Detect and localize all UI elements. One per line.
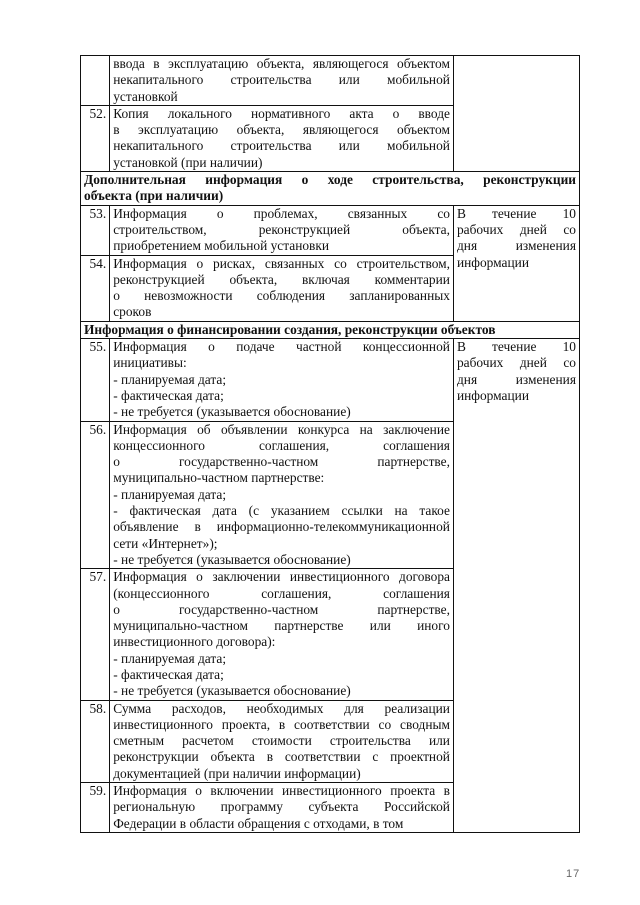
- description-line: о невозможности соблюдения запланированных: [113, 288, 450, 304]
- description-line: инвестиционного договора):: [113, 634, 276, 650]
- description-line: строительством, реконструкцией объекта,: [113, 221, 450, 237]
- deadline-line: дня изменения: [456, 238, 576, 254]
- description-line: в эксплуатацию объекта, являющегося объектом: [113, 122, 450, 138]
- description-line: Федерации в области обращения с отходами, в том: [113, 815, 404, 831]
- deadline-cell: [453, 339, 579, 833]
- description-line: документацией (при наличии информации): [113, 765, 361, 781]
- description-line: сроков: [113, 304, 152, 320]
- item-number: 56.: [81, 421, 110, 569]
- description-line: Информация о заключении инвестиционного договора: [113, 569, 450, 585]
- description-line: - планируемая дата;: [113, 371, 227, 387]
- description-line: - планируемая дата;: [113, 650, 227, 666]
- deadline-cell: [453, 205, 579, 321]
- section-row: [81, 321, 580, 338]
- description-line: Сумма расходов, необходимых для реализации: [113, 700, 450, 716]
- item-number: 59.: [81, 783, 110, 833]
- page-number: 17: [566, 868, 581, 880]
- item-number: 55.: [81, 339, 110, 421]
- item-description: [110, 700, 454, 782]
- description-line: о государственно-частном партнерстве,: [113, 601, 450, 617]
- description-line: некапитального строительства или мобильной: [113, 72, 450, 88]
- description-line: - планируемая дата;: [113, 486, 227, 502]
- section-row: [81, 172, 580, 206]
- item-description: [110, 339, 454, 421]
- description-line: Информация об объявлении конкурса на заключение: [113, 421, 450, 437]
- table-body: [81, 56, 580, 833]
- item-number: 58.: [81, 700, 110, 782]
- item-number: 52.: [81, 105, 110, 171]
- description-line: Информация о проблемах, связанных со: [113, 205, 450, 221]
- table-row: [81, 56, 580, 106]
- description-line: Информация о подаче частной концессионной: [113, 339, 450, 355]
- description-line: муниципально-частном партнерстве:: [113, 470, 325, 486]
- description-line: сметным расчетом стоимости строительства или: [113, 733, 450, 749]
- description-line: (концессионного соглашения, соглашения: [113, 585, 450, 601]
- item-description: [110, 255, 454, 321]
- description-line: установкой: [113, 88, 178, 104]
- description-line: Информация о рисках, связанных со строительством,: [113, 255, 450, 271]
- deadline-cell: [453, 56, 579, 172]
- item-description: [110, 56, 454, 106]
- item-number: 57.: [81, 569, 110, 700]
- description-line: инициативы:: [113, 355, 187, 371]
- requirements-table: [80, 55, 580, 833]
- description-line: установкой (при наличии): [113, 154, 263, 170]
- deadline-line: информации: [456, 387, 529, 403]
- item-description: [110, 421, 454, 569]
- item-description: [110, 783, 454, 833]
- deadline-line: В течение 10: [456, 339, 576, 355]
- description-line: реконструкцией объекта, включая комментарии: [113, 271, 450, 287]
- description-line: - фактическая дата;: [113, 666, 224, 682]
- deadline-line: В течение 10: [456, 205, 576, 221]
- item-description: [110, 569, 454, 700]
- description-line: сети «Интернет»);: [113, 535, 218, 551]
- description-line: реконструкции объекта в соответствии с проектной: [113, 749, 450, 765]
- description-line: Копия локального нормативного акта о вводе: [113, 105, 450, 121]
- description-line: концессионного соглашения, соглашения: [113, 437, 450, 453]
- item-description: [110, 105, 454, 171]
- table-row: [81, 339, 580, 421]
- description-line: о государственно-частном партнерстве,: [113, 454, 450, 470]
- description-line: Информация о включении инвестиционного проекта в: [113, 783, 450, 799]
- section-heading-line: Дополнительная информация о ходе строительства, реконструкции: [84, 172, 576, 188]
- item-number: 54.: [81, 255, 110, 321]
- section-heading: [81, 172, 580, 206]
- description-line: объявление в информационно-телекоммуникационной: [113, 519, 450, 535]
- description-line: - фактическая дата;: [113, 387, 224, 403]
- item-description: [110, 205, 454, 255]
- description-line: - не требуется (указывается обоснование): [113, 404, 351, 420]
- section-heading-line: Информация о финансировании создания, реконструкции объектов: [84, 321, 496, 337]
- table-row: [81, 205, 580, 255]
- section-heading: [81, 321, 580, 338]
- description-line: инвестиционного проекта, в соответствии со сводным: [113, 716, 450, 732]
- description-line: приобретением мобильной установки: [113, 238, 330, 254]
- deadline-line: рабочих дней со: [456, 355, 576, 371]
- description-line: региональную программу субъекта Российской: [113, 799, 450, 815]
- description-line: - фактическая дата (с указанием ссылки на такое: [113, 503, 450, 519]
- item-number: 53.: [81, 205, 110, 255]
- section-heading-line: объекта (при наличии): [84, 188, 224, 204]
- item-number: [81, 56, 110, 106]
- description-line: муниципально-частном партнерстве или иного: [113, 618, 450, 634]
- description-line: - не требуется (указывается обоснование): [113, 551, 351, 567]
- deadline-line: рабочих дней со: [456, 221, 576, 237]
- description-line: ввода в эксплуатацию объекта, являющегося объектом: [113, 56, 450, 71]
- deadline-line: информации: [456, 254, 529, 270]
- description-line: - не требуется (указывается обоснование): [113, 683, 351, 699]
- deadline-line: дня изменения: [456, 371, 576, 387]
- description-line: некапитального строительства или мобильной: [113, 138, 450, 154]
